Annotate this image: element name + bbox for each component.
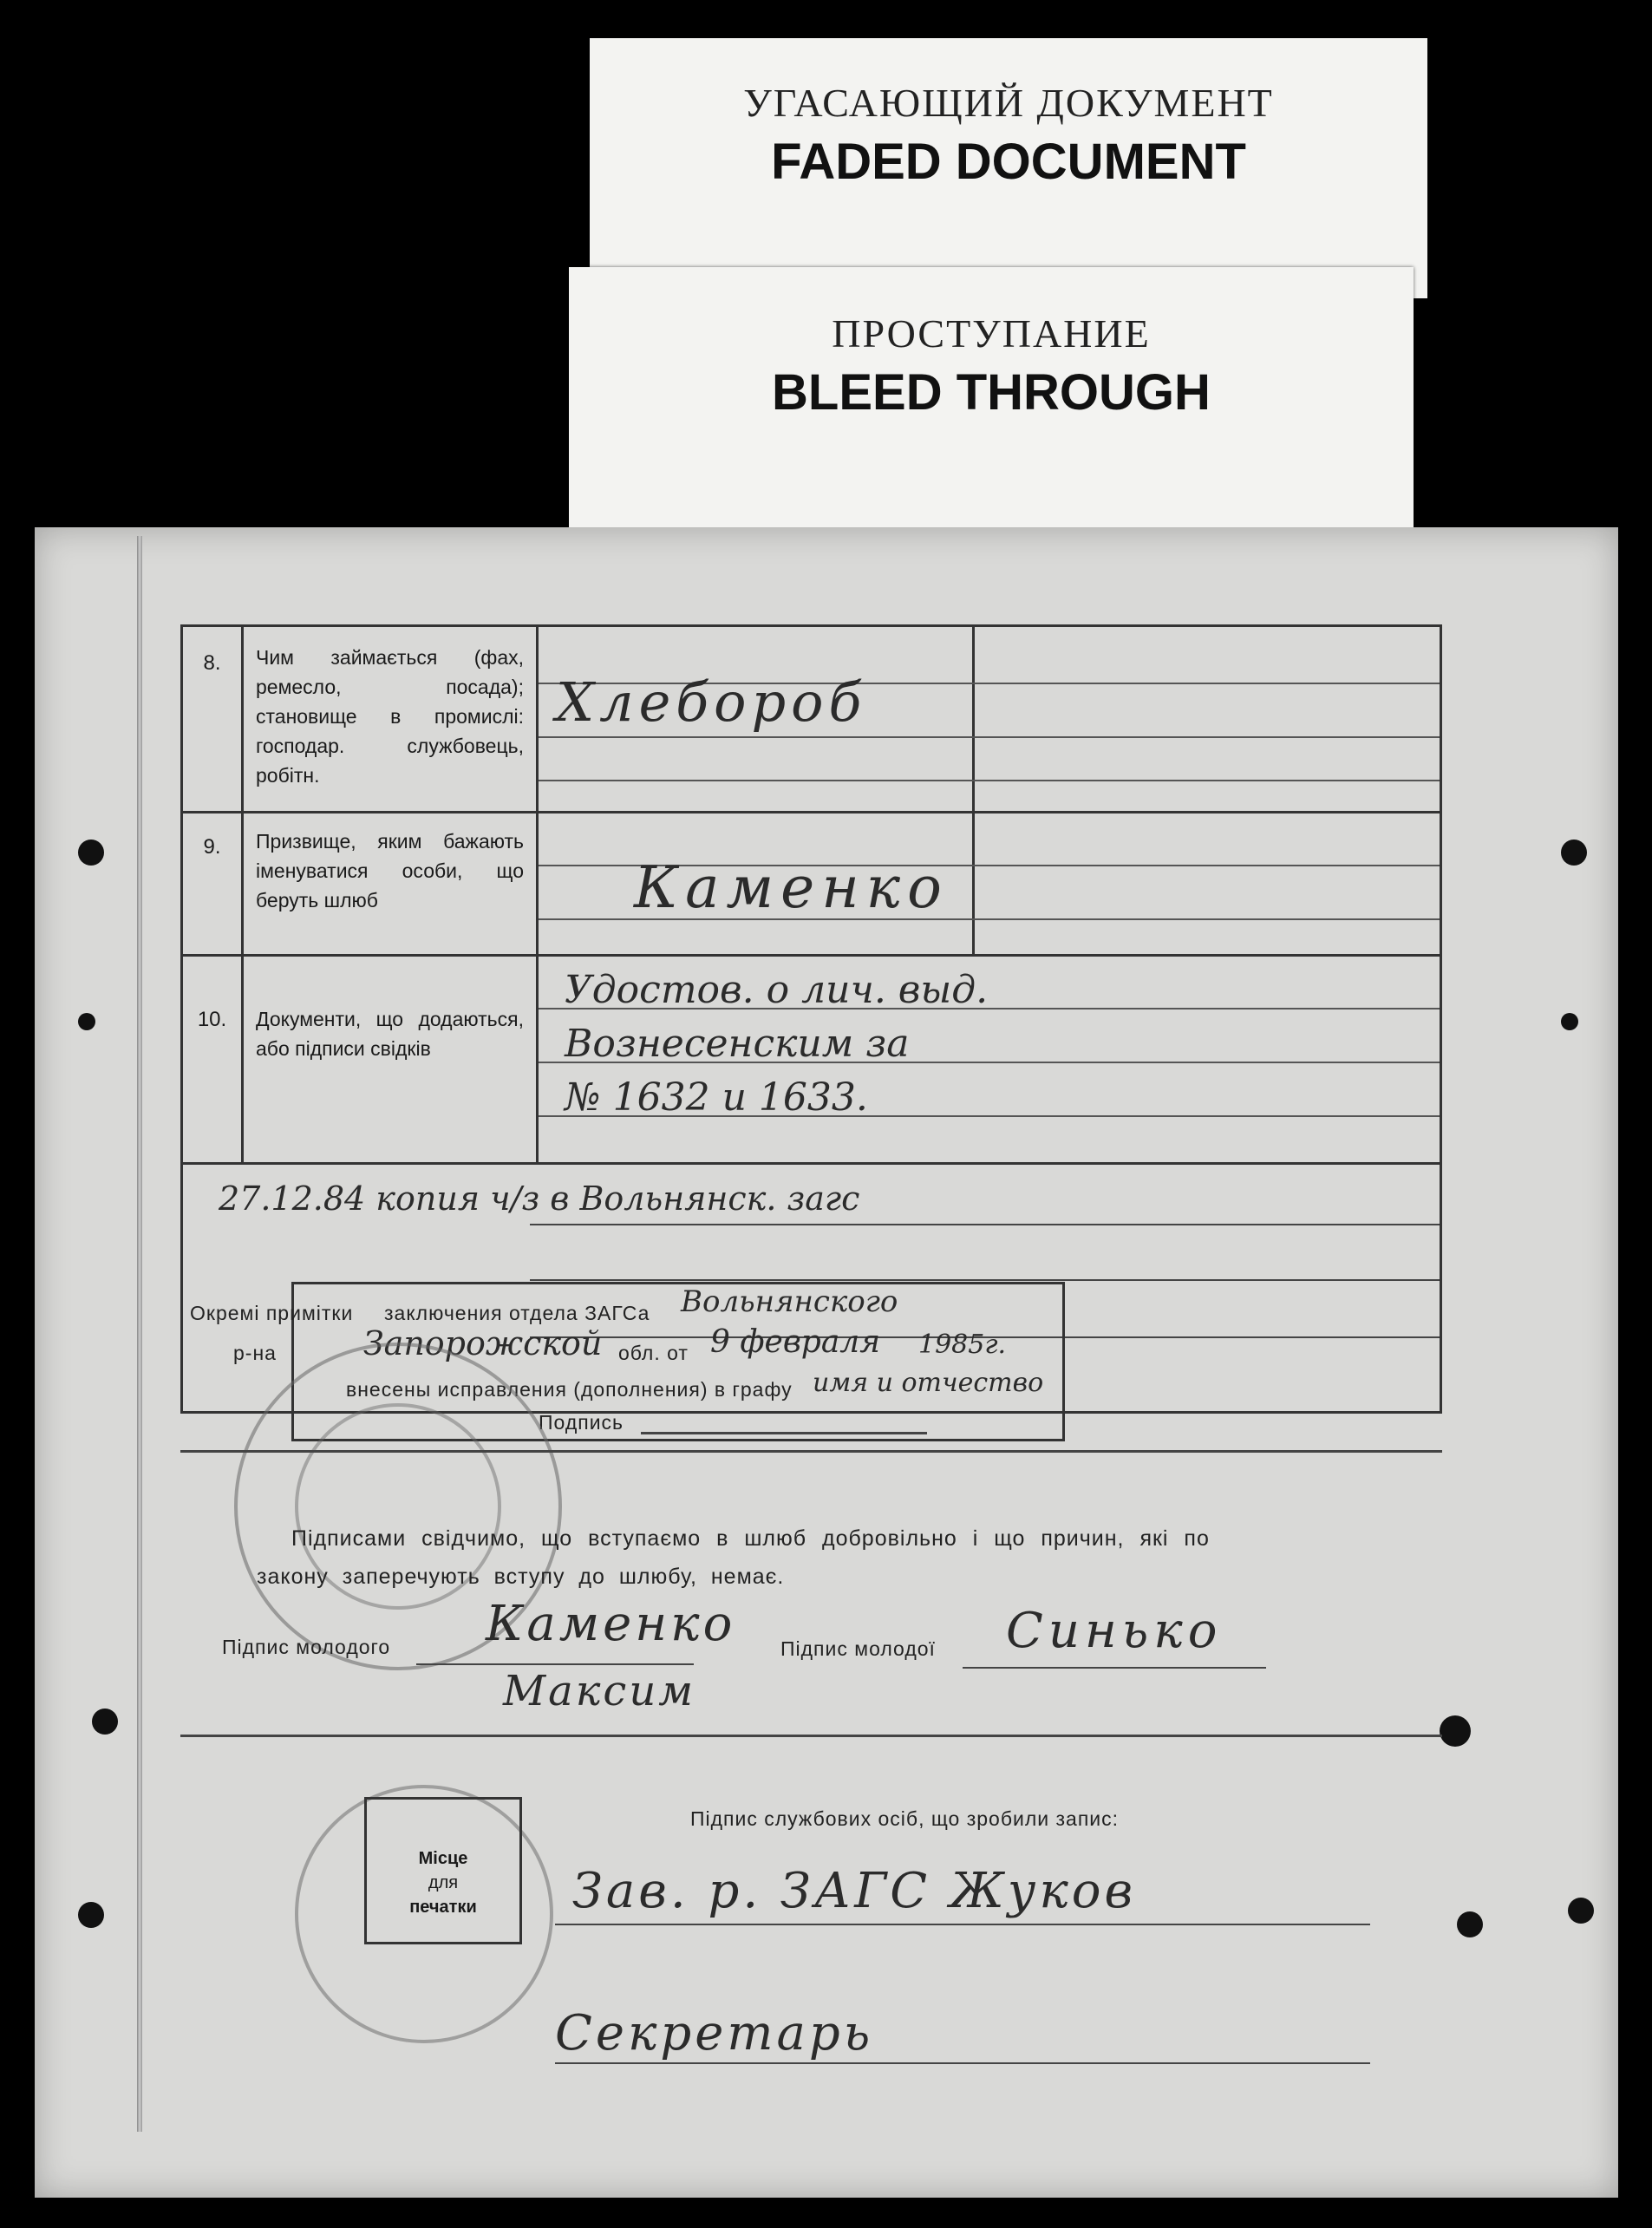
declaration-line-2: закону заперечують вступу до шлюбу, немає. [257, 1565, 785, 1589]
seal-placeholder-line2: для [428, 1873, 459, 1892]
punch-hole-icon [78, 1013, 95, 1030]
punch-hole-icon [1457, 1911, 1483, 1937]
stamp-line2-prefix: р-на [233, 1342, 277, 1364]
groom-signature-line [416, 1663, 694, 1665]
field-rule [539, 736, 1440, 738]
stamp-line1-prefix: Окремі примітки [190, 1302, 354, 1324]
punch-hole-icon [92, 1709, 118, 1735]
groom-signature-label: Підпис молодого [222, 1636, 391, 1658]
faded-document-ru: УГАСАЮЩИЙ ДОКУМЕНТ [743, 81, 1274, 125]
seal-placeholder-line3: печатки [409, 1898, 477, 1917]
stamp-signature-line [641, 1432, 927, 1434]
table-row [183, 954, 1440, 1165]
section-divider [180, 1735, 1442, 1737]
faded-document-card [590, 38, 1427, 298]
notes-rule [530, 1224, 1440, 1225]
documents-handwriting-3: № 1632 и 1633. [565, 1075, 868, 1120]
row-number: 8. [183, 627, 244, 811]
official-signature-1: Зав. р. ЗАГС Жуков [572, 1863, 1137, 1919]
row-field-extra [972, 627, 1440, 811]
punch-hole-icon [1440, 1715, 1471, 1747]
documents-handwriting-1: Удостов. о лич. выд. [565, 968, 989, 1012]
row-label: Чим займається (фах, ремесло, посада); становище в промислі: господар. службовець, робітн. [244, 627, 539, 811]
officials-signature-label: Підпис службових осіб, що зробили запис: [690, 1807, 1120, 1830]
stamp-line3-field: имя и отчество [813, 1368, 1044, 1398]
notes-rule [530, 1279, 1440, 1281]
stamp-line2-region: Запорожской [363, 1324, 603, 1362]
official-signature-2: Секретарь [555, 2005, 874, 2061]
section-divider [180, 1450, 1442, 1453]
bleed-through-ru: ПРОСТУПАНИЕ [832, 311, 1151, 356]
row-number: 9. [183, 811, 244, 954]
bride-signature-line [963, 1667, 1266, 1669]
groom-signature-name: Максим [503, 1667, 696, 1715]
table-row [183, 811, 1440, 957]
official-signature-line [555, 2062, 1370, 2064]
punch-hole-icon [1568, 1898, 1594, 1924]
row-label: Документи, що додаються, або підписи свідків [244, 954, 539, 1162]
bride-signature: Синько [1006, 1603, 1223, 1659]
declaration-line-1: Підписами свідчимо, що вступаємо в шлюб добровільно і що причин, які по [291, 1526, 1210, 1551]
bleed-through-card [569, 267, 1414, 536]
bleed-through-en: BLEED THROUGH [772, 364, 1211, 421]
stamp-line1-district: Вольнянского [681, 1284, 898, 1319]
faded-document-en: FADED DOCUMENT [771, 134, 1246, 190]
stamp-line2-obl: обл. от [618, 1342, 689, 1364]
copy-sent-note: 27.12.84 копия ч/з в Вольнянск. загс [219, 1179, 860, 1218]
surname-handwriting: Каменко [634, 854, 949, 921]
groom-signature: Каменко [486, 1596, 736, 1652]
table-row [183, 627, 1440, 813]
seal-placeholder-line1: Місце [418, 1849, 468, 1868]
stamp-signature-label: Подпись [539, 1411, 624, 1434]
row-label: Призвище, яким бажають іменуватися особи, що беруть шлюб [244, 811, 539, 954]
punch-hole-icon [78, 1902, 104, 1928]
official-signature-line [555, 1924, 1370, 1925]
bride-signature-label: Підпис молодої [780, 1637, 936, 1660]
seal-placeholder-box [364, 1797, 522, 1944]
punch-hole-icon [1561, 840, 1587, 866]
marriage-record-page [35, 527, 1618, 2198]
punch-hole-icon [78, 840, 104, 866]
documents-handwriting-2: Вознесенским за [565, 1022, 910, 1066]
stamp-line2-date: 9 февраля [710, 1324, 881, 1360]
field-rule [539, 780, 1440, 781]
stamp-line2-year: 1985г. [918, 1330, 1007, 1360]
punch-hole-icon [1561, 1013, 1578, 1030]
row-number: 10. [183, 954, 244, 1162]
stamp-line3-text: внесены исправления (дополнения) в графу [346, 1378, 793, 1401]
stamp-line1-text: заключения отдела ЗАГСа [384, 1302, 650, 1324]
occupation-handwriting: Хлебороб [556, 670, 867, 734]
